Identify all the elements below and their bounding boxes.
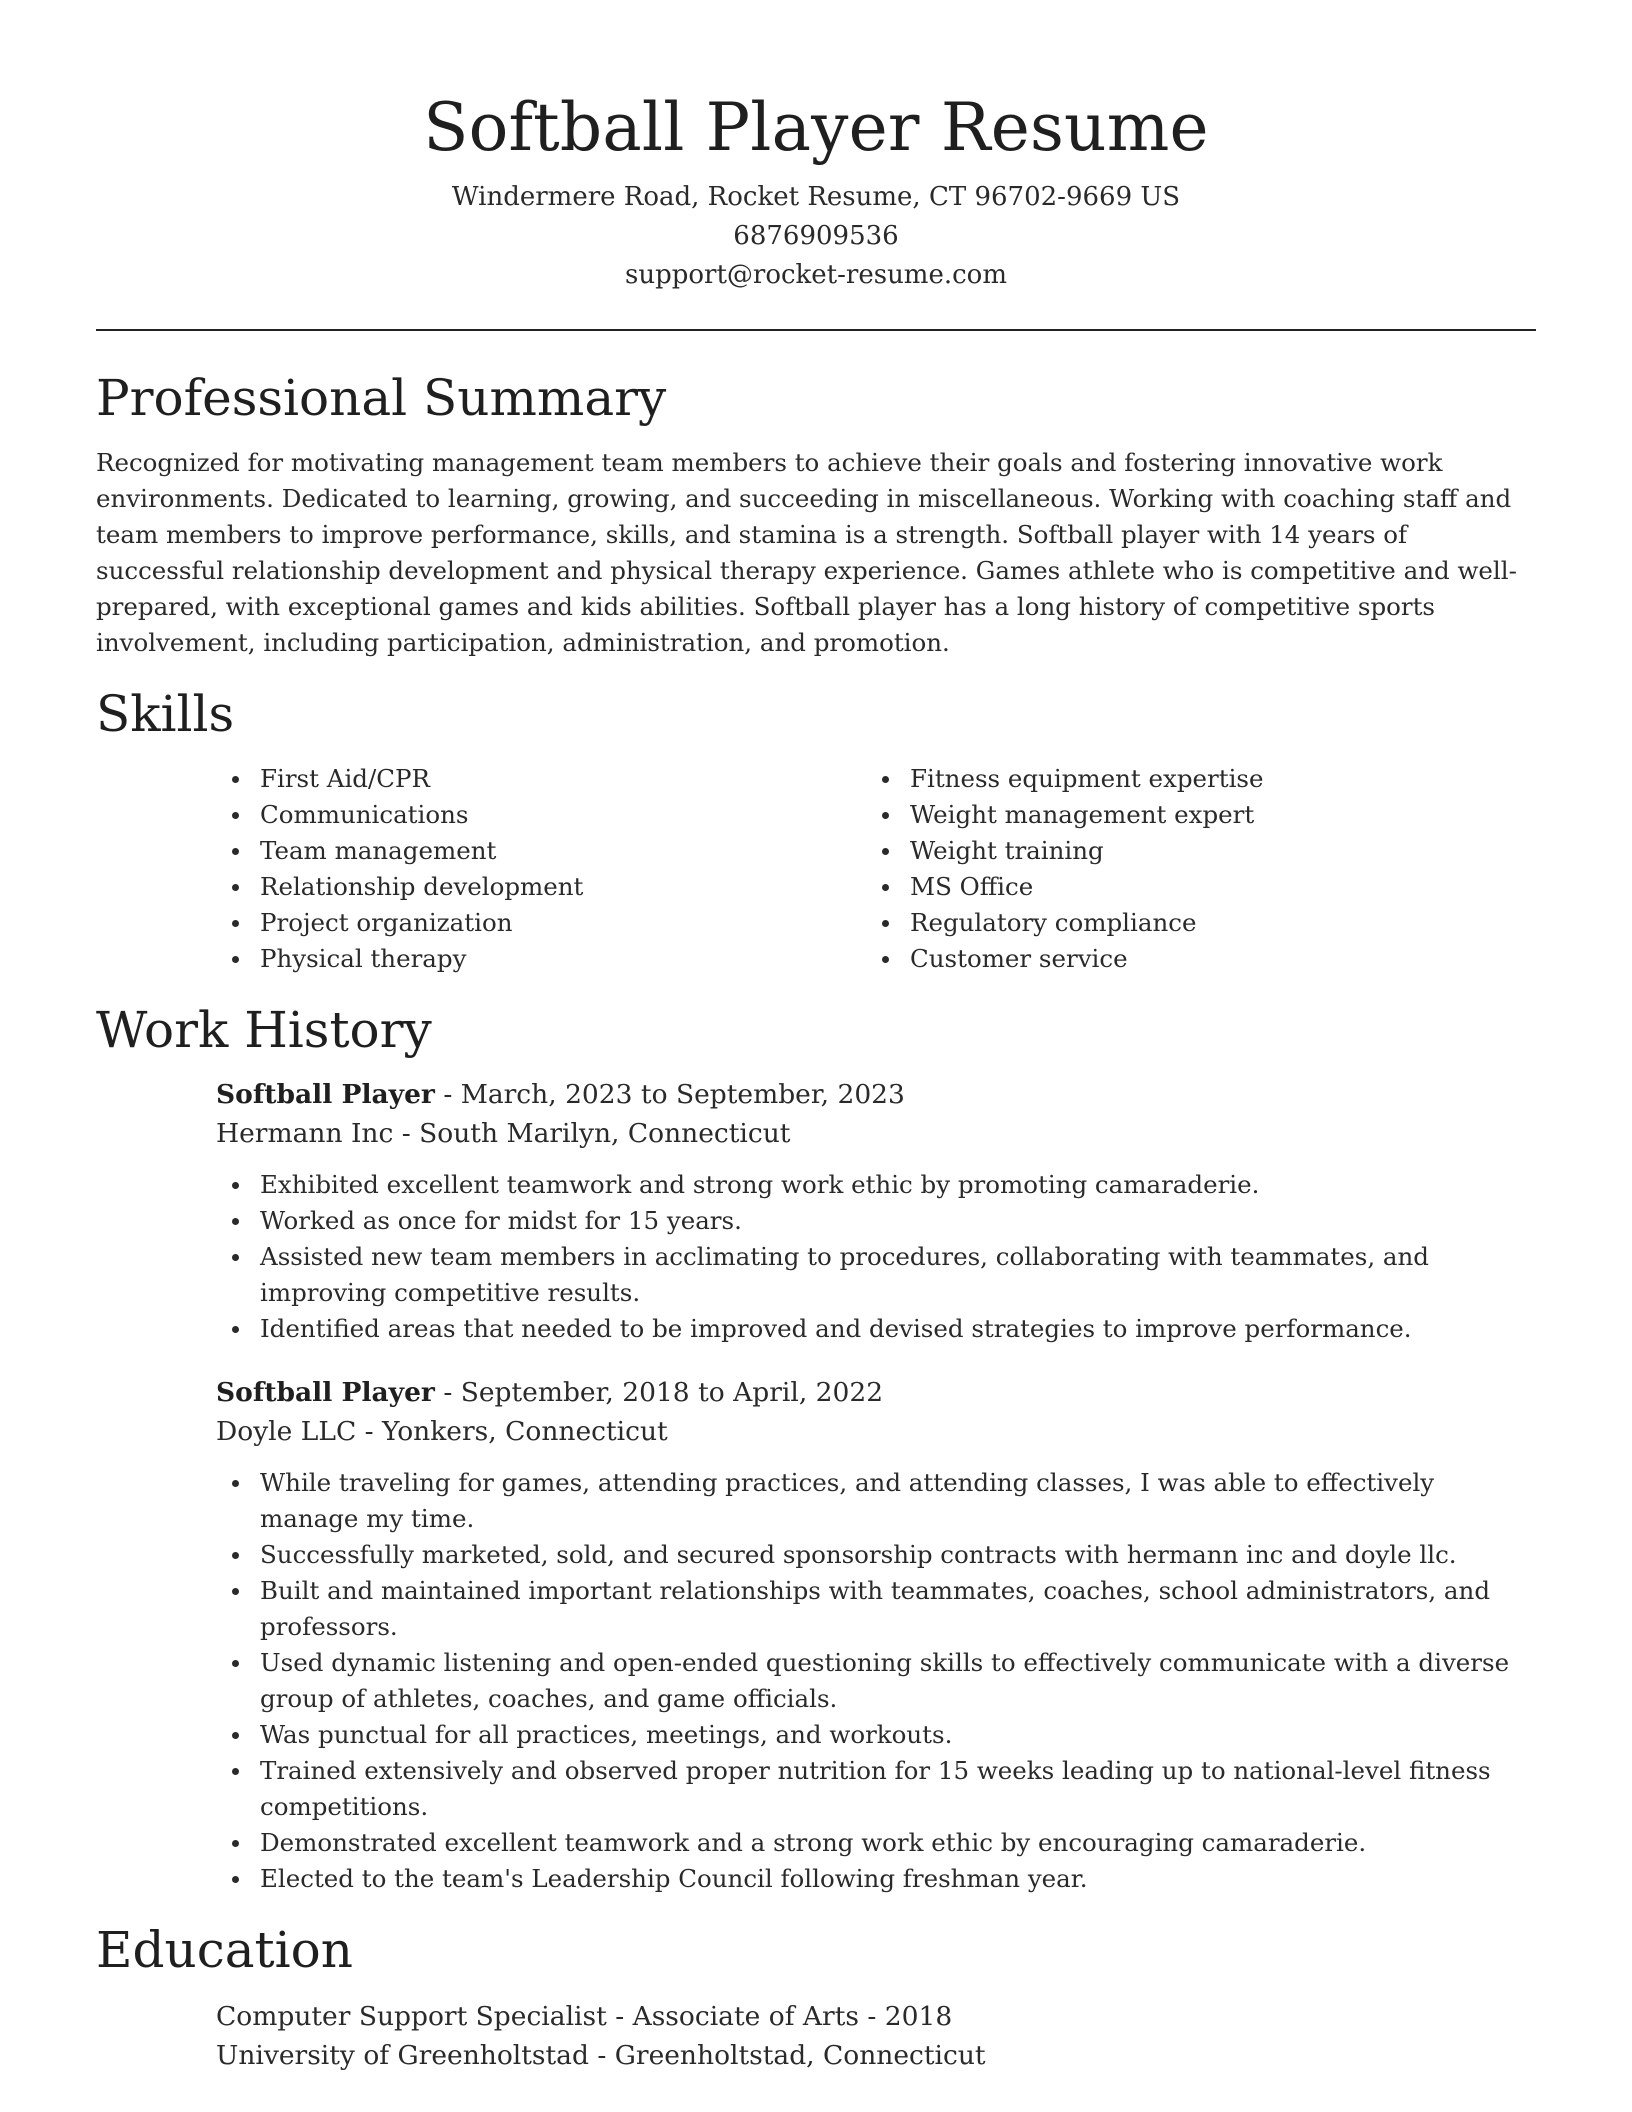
list-item: Regulatory compliance — [910, 905, 1516, 941]
list-item: Fitness equipment expertise — [910, 761, 1516, 797]
list-item: Physical therapy — [260, 941, 866, 977]
education-section — [96, 1919, 1536, 2075]
contact-phone: 6876909536 — [733, 221, 899, 251]
job-entry — [216, 1373, 1536, 1897]
skills-column-left — [216, 761, 866, 977]
list-item: Relationship development — [260, 869, 866, 905]
page-title: Softball Player Resume — [423, 89, 1209, 166]
job-company: Hermann Inc — [216, 1118, 394, 1149]
skills-section — [96, 683, 1536, 977]
summary-text: Recognized for motivating management team members to achieve their goals and fostering innovative work environments. Dedicated to learning, growing, and succeeding in miscellaneous. Working with coaching staff and team members to improve performance, skills, and stamina is a strength. Softball player with 14 years of successful relationship development and physical therapy experience. Games athlete who is competitive and well-prepared, with exceptional games and kids abilities. Softball player has a long history of competitive sports involvement, including participation, administration, and promotion. — [96, 448, 1517, 657]
job-title-line — [216, 1373, 1536, 1412]
list-item: Customer service — [910, 941, 1516, 977]
job-org-line — [216, 1412, 1536, 1451]
skills-heading: Skills — [96, 685, 235, 743]
list-item: Team management — [260, 833, 866, 869]
list-item: Exhibited excellent teamwork and strong work ethic by promoting camaraderie. — [260, 1167, 1536, 1203]
summary-section — [96, 367, 1536, 661]
list-item: Demonstrated excellent teamwork and a strong work ethic by encouraging camaraderie. — [260, 1825, 1536, 1861]
skills-column-right — [866, 761, 1516, 977]
skills-list-right — [866, 761, 1516, 977]
work-history-heading: Work History — [96, 1001, 432, 1059]
education-heading: Education — [96, 1921, 353, 1979]
job-bullets — [216, 1167, 1536, 1347]
education-entry — [216, 1997, 1536, 2075]
work-history-section — [96, 999, 1536, 1897]
list-item: Identified areas that needed to be improved and devised strategies to improve performance. — [260, 1311, 1536, 1347]
list-item: Elected to the team's Leadership Council following freshman year. — [260, 1861, 1536, 1897]
job-location: - South Marilyn, Connecticut — [393, 1118, 791, 1149]
job-dates: - March, 2023 to September, 2023 — [434, 1079, 905, 1110]
education-school: University of Greenholtstad - Greenholtstad, Connecticut — [216, 2040, 986, 2071]
job-entry — [216, 1075, 1536, 1347]
contact-email: support@rocket-resume.com — [624, 260, 1007, 290]
skills-list-left — [216, 761, 866, 977]
job-title: Softball Player — [216, 1079, 435, 1110]
list-item: First Aid/CPR — [260, 761, 866, 797]
list-item: Weight management expert — [910, 797, 1516, 833]
list-item: Built and maintained important relationships with teammates, coaches, school administrators, and professors. — [260, 1573, 1536, 1645]
job-org-line — [216, 1114, 1536, 1153]
job-location: - Yonkers, Connecticut — [356, 1416, 668, 1447]
list-item: Trained extensively and observed proper nutrition for 15 weeks leading up to national-level fitness competitions. — [260, 1753, 1536, 1825]
contact-address: Windermere Road, Rocket Resume, CT 96702-9669 US — [451, 182, 1181, 212]
job-title-line — [216, 1075, 1536, 1114]
job-dates: - September, 2018 to April, 2022 — [434, 1377, 884, 1408]
skills-grid — [216, 761, 1536, 977]
resume-header — [96, 0, 1536, 295]
contact-info — [96, 178, 1536, 295]
list-item: Assisted new team members in acclimating to procedures, collaborating with teammates, and improving competitive results. — [260, 1239, 1536, 1311]
list-item: Successfully marketed, sold, and secured sponsorship contracts with hermann inc and doyle llc. — [260, 1537, 1536, 1573]
list-item: Worked as once for midst for 15 years. — [260, 1203, 1536, 1239]
list-item: Project organization — [260, 905, 866, 941]
job-company: Doyle LLC — [216, 1416, 357, 1447]
job-title: Softball Player — [216, 1377, 435, 1408]
list-item: Used dynamic listening and open-ended questioning skills to effectively communicate with a diverse group of athletes, coaches, and game officials. — [260, 1645, 1536, 1717]
list-item: While traveling for games, attending practices, and attending classes, I was able to effectively manage my time. — [260, 1465, 1536, 1537]
list-item: Communications — [260, 797, 866, 833]
education-degree: Computer Support Specialist - Associate of Arts - 2018 — [216, 2001, 953, 2032]
summary-heading: Professional Summary — [96, 369, 667, 427]
header-divider — [96, 329, 1536, 331]
job-bullets — [216, 1465, 1536, 1897]
list-item: Weight training — [910, 833, 1516, 869]
resume-page — [96, 0, 1536, 2075]
list-item: Was punctual for all practices, meetings, and workouts. — [260, 1717, 1536, 1753]
list-item: MS Office — [910, 869, 1516, 905]
